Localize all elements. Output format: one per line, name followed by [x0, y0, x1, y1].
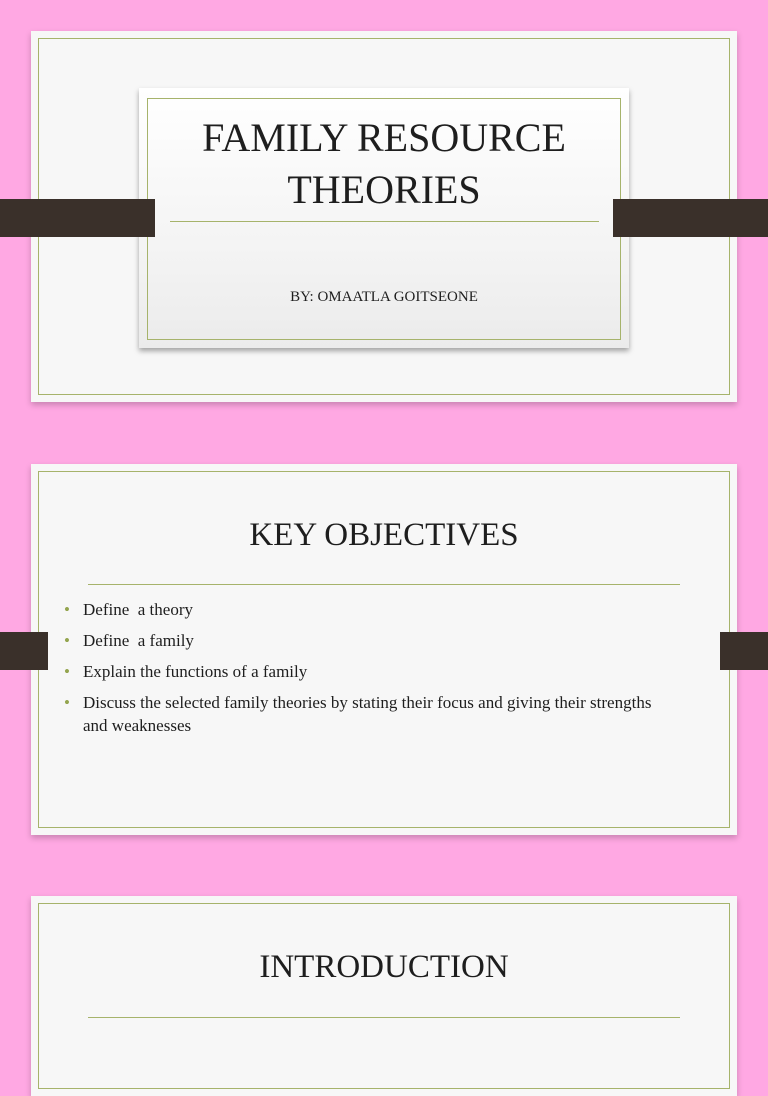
slide1-left-band-overlay	[0, 199, 155, 237]
title-line-2: THEORIES	[287, 167, 481, 212]
objectives-slide	[31, 464, 737, 835]
title-divider	[170, 221, 599, 222]
title-line-1: FAMILY RESOURCE	[202, 115, 566, 160]
bullet-dot-icon: •	[64, 600, 70, 619]
objectives-list	[62, 598, 662, 745]
list-item	[62, 660, 662, 683]
slide2-right-band	[720, 632, 768, 670]
slide-heading: INTRODUCTION	[259, 949, 509, 985]
list-item	[62, 629, 662, 652]
author-byline: BY: OMAATLA GOITSEONE	[290, 289, 478, 305]
title-card	[139, 88, 629, 348]
list-item	[62, 598, 662, 621]
bullet-dot-icon: •	[64, 662, 70, 681]
bullet-dot-icon: •	[64, 693, 70, 712]
list-item-text: Discuss the selected family theories by stating their focus and giving their strengths and weaknesses	[83, 693, 652, 735]
presentation-title	[139, 112, 629, 216]
list-item-text: Explain the functions of a family	[83, 662, 308, 681]
list-item	[62, 691, 662, 737]
slide1-right-band-overlay	[613, 199, 768, 237]
heading-divider	[88, 584, 680, 585]
introduction-slide	[31, 896, 737, 1096]
list-item-text: Define a theory	[83, 600, 193, 619]
heading-divider	[88, 1017, 680, 1018]
slide-heading: KEY OBJECTIVES	[249, 517, 519, 553]
list-item-text: Define a family	[83, 631, 194, 650]
bullet-dot-icon: •	[64, 631, 70, 650]
slide-frame	[38, 903, 730, 1089]
slide2-left-band	[0, 632, 48, 670]
